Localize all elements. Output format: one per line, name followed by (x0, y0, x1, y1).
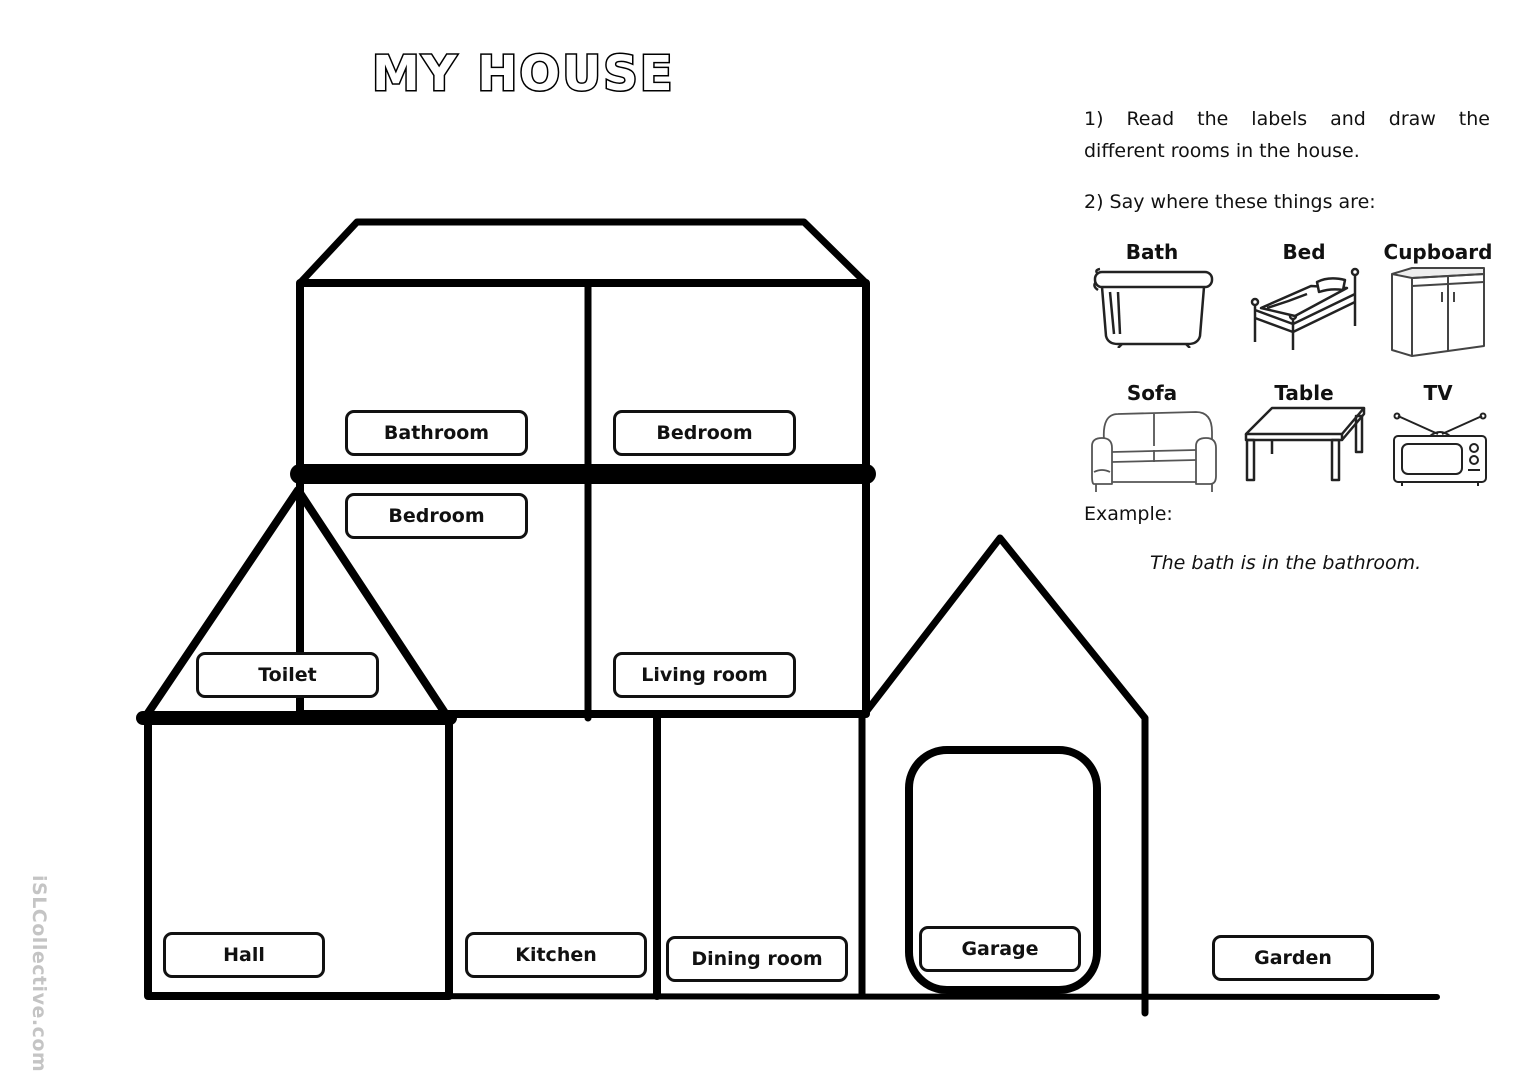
instruction-2: 2) Say where these things are: (1084, 191, 1376, 213)
tv-icon (1390, 412, 1490, 488)
item-caption-tv: TV (1423, 381, 1453, 405)
room-label-kitchen: Kitchen (465, 932, 647, 978)
cupboard-icon (1388, 266, 1488, 358)
room-label-bedroom-right: Bedroom (613, 410, 796, 456)
main-roof (300, 222, 866, 283)
watermark: iSLCollective.com (28, 875, 50, 1073)
room-label-hall: Hall (163, 932, 325, 978)
instruction-1-line-2: different rooms in the house. (1084, 140, 1360, 162)
item-caption-sofa: Sofa (1126, 381, 1178, 405)
item-caption-bed: Bed (1282, 240, 1326, 264)
room-label-living-room: Living room (613, 652, 796, 698)
ground-line (148, 996, 1437, 997)
example-label: Example: (1084, 503, 1173, 525)
example-sentence: The bath is in the bathroom. (1150, 552, 1422, 574)
room-label-toilet: Toilet (196, 652, 379, 698)
room-label-garden: Garden (1212, 935, 1374, 981)
sofa-icon (1088, 406, 1220, 494)
item-caption-bath: Bath (1125, 240, 1179, 264)
room-label-bedroom-left: Bedroom (345, 493, 528, 539)
instruction-1-line-1: 1) Read the labels and draw the (1084, 108, 1490, 130)
table-icon (1242, 406, 1368, 486)
item-caption-cupboard: Cupboard (1383, 240, 1493, 264)
bath-icon (1090, 266, 1215, 348)
room-label-bathroom: Bathroom (345, 410, 528, 456)
page-title: MY HOUSE (372, 46, 675, 102)
item-caption-table: Table (1274, 381, 1334, 405)
room-label-garage: Garage (919, 926, 1081, 972)
room-label-dining-room: Dining room (666, 936, 848, 982)
house-outline (143, 222, 1437, 1013)
bed-icon (1247, 264, 1365, 352)
